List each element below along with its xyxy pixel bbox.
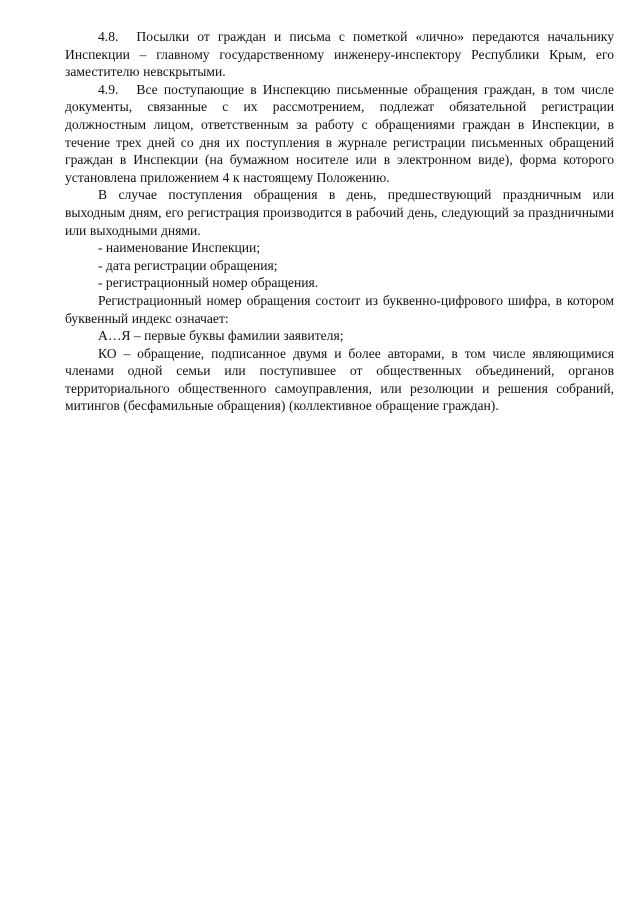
paragraph-text: Регистрационный номер обращения состоит из буквенно-цифрового шифра, в котором буквенный индекс означает: — [65, 292, 614, 326]
clause-number: 4.8. — [98, 29, 119, 44]
clause-number: 4.9. — [98, 81, 119, 97]
list-item: - дата регистрации обращения; — [98, 257, 278, 273]
paragraph-registration-number — [65, 292, 614, 327]
paragraph-text: Посылки от граждан и письма с пометкой «лично» передаются начальнику Инспекции – главному государственному инженеру-инспектору Республики Крым, его заместителю невскрытыми. — [65, 29, 614, 80]
list-item: - регистрационный номер обращения. — [98, 275, 319, 291]
paragraph-4-9 — [65, 81, 614, 187]
paragraph-text: КО – обращение, подписанное двумя и более авторами, в том числе являющимися членами одной семьи или поступившее от общественных объединений, органов территориального общественного самоуправления, или резолюции и решения собраний, митингов (бесфамильные обращения) (коллективное обращение граждан). — [65, 345, 614, 414]
paragraph-4-8 — [65, 28, 614, 81]
paragraph-text: Все поступающие в Инспекцию письменные обращения граждан, в том числе документы, связанные с их рассмотрением, подлежат обязательной регистрации должностным лицом, ответственным за работу с обращениями граждан в Инспекции, в течение трех дней со дня их поступления в журнале регистрации письменных обращений граждан в Инспекции (на бумажном носителе или в электронном виде), форма которого установлена приложением 4 к настоящему Положению. — [65, 81, 614, 185]
paragraph-holiday-registration — [65, 186, 614, 239]
paragraph-text: В случае поступления обращения в день, предшествующий праздничным или выходным дням, его регистрация производится в рабочий день, следующий за праздничными или выходными днями. — [65, 187, 614, 238]
paragraph-collective — [65, 345, 614, 415]
list-item: - наименование Инспекции; — [98, 240, 261, 256]
index-line: А…Я – первые буквы фамилии заявителя; — [98, 328, 344, 344]
